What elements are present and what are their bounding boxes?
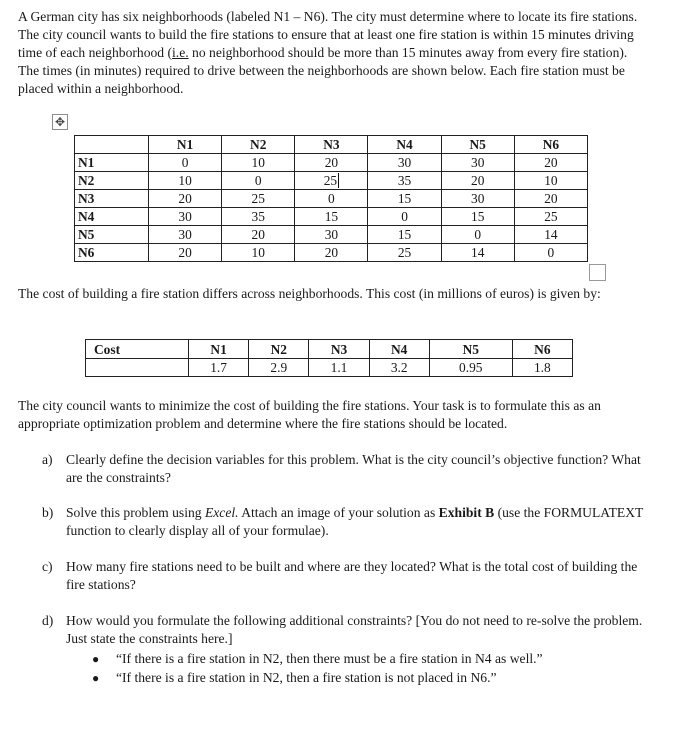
cost-cell: 1.7 <box>189 359 249 377</box>
distance-cell: 10 <box>222 154 295 172</box>
question-c <box>42 558 652 594</box>
intro-paragraph <box>18 8 648 98</box>
distance-cell: 20 <box>514 154 587 172</box>
intro-text-2: no neighborhood should be more than 15 minutes away from every fire station). The times (in minutes) required to drive between the neighborhoods are shown below. Each fire station must be placed within a neighborhood. <box>18 45 628 96</box>
distance-cell: 25 <box>368 244 441 262</box>
question-text: Clearly define the decision variables for this problem. What is the city council’s objective function? What are the constraints? <box>66 452 641 485</box>
table-row <box>75 154 588 172</box>
row-label: N1 <box>75 154 149 172</box>
distance-col-header: N1 <box>149 136 222 154</box>
cost-col-header: N6 <box>512 340 572 359</box>
distance-table-header <box>75 136 588 154</box>
cost-table-header <box>86 340 573 359</box>
bullet-icon: ● <box>92 652 100 666</box>
cost-cell: 3.2 <box>369 359 429 377</box>
distance-cell: 15 <box>368 190 441 208</box>
distance-cell: 30 <box>295 226 368 244</box>
distance-col-header: N3 <box>295 136 368 154</box>
distance-corner-cell <box>75 136 149 154</box>
question-d <box>42 612 652 648</box>
distance-cell: 30 <box>441 190 514 208</box>
question-label: d) <box>42 613 54 628</box>
table-move-handle[interactable] <box>52 114 68 130</box>
table-row <box>75 190 588 208</box>
distance-cell: 0 <box>368 208 441 226</box>
cost-intro: The cost of building a fire station differs across neighborhoods. This cost (in millions of euros) is given by: <box>18 286 601 301</box>
cost-cell: 1.8 <box>512 359 572 377</box>
distance-table <box>74 135 588 262</box>
distance-cell: 25 <box>222 190 295 208</box>
distance-cell: 30 <box>149 226 222 244</box>
cost-col-header: N1 <box>189 340 249 359</box>
question-label: a) <box>42 452 53 467</box>
question-a <box>42 451 652 487</box>
distance-cell: 0 <box>149 154 222 172</box>
row-label: N5 <box>75 226 149 244</box>
distance-cell: 30 <box>149 208 222 226</box>
distance-cell: 35 <box>222 208 295 226</box>
question-text <box>66 504 652 540</box>
distance-cell-active[interactable] <box>295 172 368 190</box>
cost-cell: 0.95 <box>429 359 512 377</box>
distance-cell: 20 <box>149 244 222 262</box>
distance-cell: 20 <box>295 154 368 172</box>
row-label: N4 <box>75 208 149 226</box>
distance-cell: 20 <box>514 190 587 208</box>
distance-cell: 20 <box>222 226 295 244</box>
distance-cell: 30 <box>368 154 441 172</box>
intro-text-1: A German city has six neighborhoods (labeled N1 – N6). The city must determine where to locate its fire stations. The city council wants to build the fire stations to ensure that at least one fire station is within 15 minutes driving time of each neighborhood ( <box>18 9 638 60</box>
distance-cell: 0 <box>514 244 587 262</box>
cost-cell: 1.1 <box>309 359 369 377</box>
cost-label: Cost <box>86 340 189 359</box>
row-label: N3 <box>75 190 149 208</box>
cost-col-header: N2 <box>249 340 309 359</box>
cost-empty-cell <box>86 359 189 377</box>
task-paragraph: The city council wants to minimize the cost of building the fire stations. Your task is to formulate this as an appropriate optimization problem and determine where the fire stations should be located. <box>18 398 601 431</box>
cost-col-header: N3 <box>309 340 369 359</box>
distance-cell: 20 <box>295 244 368 262</box>
distance-cell: 25 <box>514 208 587 226</box>
row-label: N6 <box>75 244 149 262</box>
move-cross-icon: ✥ <box>54 115 66 129</box>
question-b <box>42 504 652 540</box>
question-b-mid: Attach an image of your solution as <box>238 505 439 520</box>
list-item <box>92 650 543 668</box>
bullet-text: “If there is a fire station in N2, then a fire station is not placed in N6.” <box>116 670 497 685</box>
list-item <box>92 669 497 687</box>
table-row <box>86 359 573 377</box>
table-row <box>75 172 588 190</box>
table-resize-handle[interactable] <box>589 264 606 281</box>
table-row <box>75 226 588 244</box>
excel-word: Excel. <box>204 505 239 520</box>
table-row <box>75 244 588 262</box>
exhibit-label: Exhibit B <box>438 505 495 520</box>
distance-cell: 20 <box>149 190 222 208</box>
text-cursor: 25 <box>323 173 338 188</box>
distance-cell: 35 <box>368 172 441 190</box>
question-b-pre: Solve this problem using <box>66 505 205 520</box>
distance-cell: 14 <box>514 226 587 244</box>
cost-col-header: N5 <box>429 340 512 359</box>
distance-cell: 30 <box>441 154 514 172</box>
table-row <box>75 208 588 226</box>
question-text: How many fire stations need to be built and where are they located? What is the total cost of building the fire stations? <box>66 559 638 592</box>
distance-cell: 0 <box>441 226 514 244</box>
bullet-icon: ● <box>92 671 100 685</box>
distance-cell: 20 <box>441 172 514 190</box>
bullet-text: “If there is a fire station in N2, then there must be a fire station in N4 as well.” <box>116 651 543 666</box>
row-label: N2 <box>75 172 149 190</box>
distance-cell: 15 <box>368 226 441 244</box>
distance-cell: 15 <box>295 208 368 226</box>
distance-cell: 14 <box>441 244 514 262</box>
distance-cell: 10 <box>222 244 295 262</box>
question-label: b) <box>42 505 54 520</box>
question-b-post: (use the FORMULATEXT function to clearly display all of your formulae). <box>66 505 644 538</box>
distance-cell: 0 <box>295 190 368 208</box>
cost-cell: 2.9 <box>249 359 309 377</box>
question-text: How would you formulate the following additional constraints? [You do not need to re-solve the problem. Just state the constraints here.] <box>66 613 643 646</box>
distance-cell: 0 <box>222 172 295 190</box>
distance-cell: 10 <box>149 172 222 190</box>
question-label: c) <box>42 559 53 574</box>
cost-col-header: N4 <box>369 340 429 359</box>
distance-col-header: N5 <box>441 136 514 154</box>
distance-col-header: N4 <box>368 136 441 154</box>
ie-abbrev: i.e. <box>172 45 189 60</box>
distance-cell: 15 <box>441 208 514 226</box>
distance-col-header: N6 <box>514 136 587 154</box>
cost-table <box>85 339 573 377</box>
distance-col-header: N2 <box>222 136 295 154</box>
distance-cell: 10 <box>514 172 587 190</box>
